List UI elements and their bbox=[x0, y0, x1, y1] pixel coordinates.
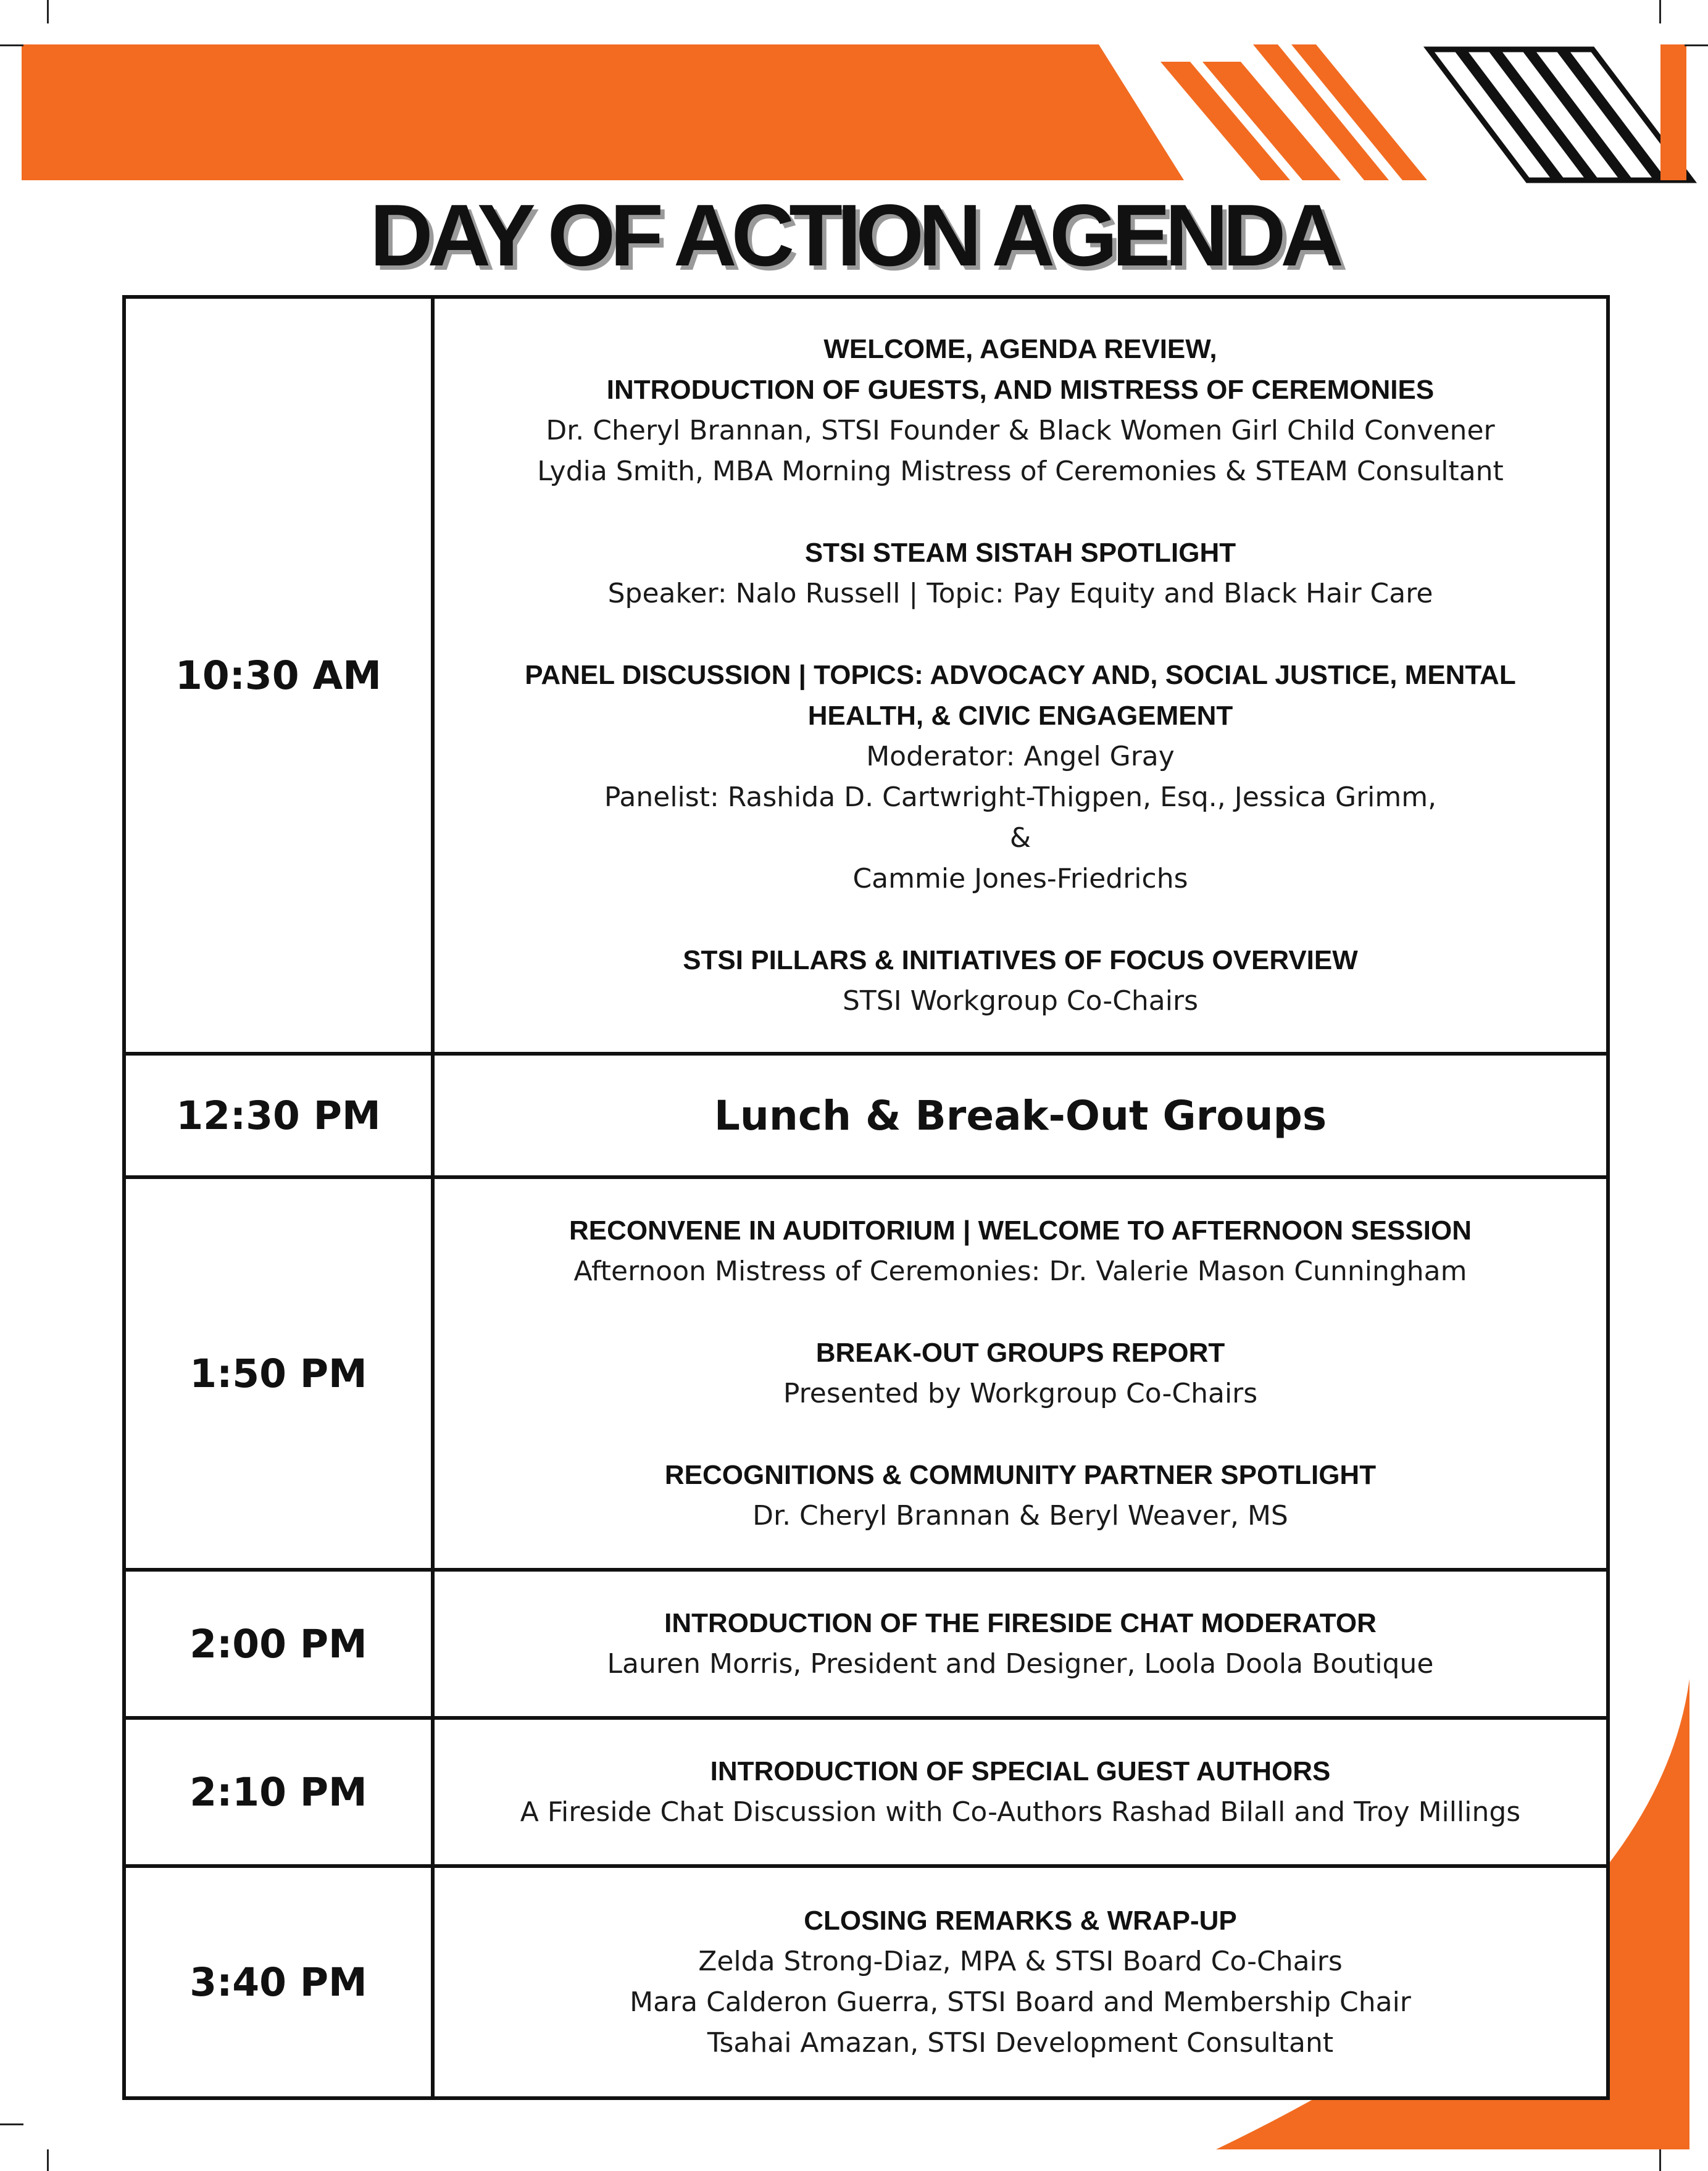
agenda-item-heading: PANEL DISCUSSION | TOPICS: ADVOCACY AND, SOCIAL JUSTICE, MENTAL bbox=[525, 660, 1516, 690]
content-cell bbox=[433, 1718, 1608, 1866]
agenda-item-detail: Dr. Cheryl Brannan, STSI Founder & Black Women Girl Child Convener bbox=[546, 415, 1495, 446]
agenda-item-heading: STSI PILLARS & INITIATIVES OF FOCUS OVERVIEW bbox=[683, 945, 1358, 975]
time-cell: 2:10 PM bbox=[124, 1718, 433, 1866]
agenda-row bbox=[124, 1054, 1608, 1177]
agenda-item-heading: HEALTH, & CIVIC ENGAGEMENT bbox=[807, 701, 1233, 731]
agenda-item-detail: & bbox=[1009, 822, 1031, 854]
agenda-item bbox=[435, 1333, 1606, 1414]
agenda-item-heading: INTRODUCTION OF GUESTS, AND MISTRESS OF CEREMONIES bbox=[606, 375, 1435, 405]
agenda-item-heading: BREAK-OUT GROUPS REPORT bbox=[815, 1338, 1225, 1368]
agenda-item-detail: A Fireside Chat Discussion with Co-Authors Rashad Bilall and Troy Millings bbox=[520, 1796, 1521, 1828]
agenda-item-detail: Moderator: Angel Gray bbox=[866, 741, 1175, 772]
agenda-item bbox=[435, 1603, 1606, 1685]
agenda-item-detail: Afternoon Mistress of Ceremonies: Dr. Valerie Mason Cunningham bbox=[573, 1256, 1467, 1287]
agenda-item bbox=[435, 1211, 1606, 1292]
agenda-item bbox=[435, 1901, 1606, 2064]
crop-mark bbox=[1659, 2149, 1661, 2171]
black-outline-stripes bbox=[1429, 49, 1691, 180]
agenda-row bbox=[124, 1866, 1608, 2098]
agenda-item-heading: INTRODUCTION OF THE FIRESIDE CHAT MODERATOR bbox=[664, 1608, 1377, 1638]
agenda-item-heading: RECOGNITIONS & COMMUNITY PARTNER SPOTLIGHT bbox=[664, 1460, 1377, 1490]
agenda-item bbox=[435, 655, 1606, 899]
agenda-item-detail: Dr. Cheryl Brannan & Beryl Weaver, MS bbox=[752, 1500, 1288, 1531]
crop-mark bbox=[1685, 44, 1708, 46]
content-cell bbox=[433, 1177, 1608, 1570]
agenda-item-detail: Tsahai Amazan, STSI Development Consultant bbox=[707, 2027, 1334, 2059]
agenda-item-detail: Presented by Workgroup Co-Chairs bbox=[783, 1378, 1258, 1409]
time-cell: 12:30 PM bbox=[124, 1054, 433, 1177]
content-cell bbox=[433, 1570, 1608, 1718]
agenda-item-detail: Panelist: Rashida D. Cartwright-Thigpen, Esq., Jessica Grimm, bbox=[604, 781, 1437, 813]
time-cell: 1:50 PM bbox=[124, 1177, 433, 1570]
crop-mark bbox=[47, 0, 49, 23]
agenda-row bbox=[124, 1177, 1608, 1570]
time-cell: 10:30 AM bbox=[124, 297, 433, 1054]
agenda-item bbox=[435, 1455, 1606, 1536]
orange-end-block bbox=[1660, 44, 1686, 180]
crop-mark bbox=[47, 2149, 49, 2171]
agenda-item-heading: WELCOME, AGENDA REVIEW, bbox=[823, 334, 1217, 364]
agenda-item bbox=[435, 533, 1606, 614]
content-cell bbox=[433, 1054, 1608, 1177]
crop-mark bbox=[1659, 0, 1661, 23]
agenda-item-detail: Lauren Morris, President and Designer, Loola Doola Boutique bbox=[607, 1648, 1434, 1680]
agenda-item-detail: Speaker: Nalo Russell | Topic: Pay Equity and Black Hair Care bbox=[607, 578, 1433, 609]
agenda-row bbox=[124, 1718, 1608, 1866]
lunch-heading: Lunch & Break-Out Groups bbox=[714, 1091, 1327, 1140]
agenda-item-detail: Zelda Strong-Diaz, MPA & STSI Board Co-Chairs bbox=[698, 1946, 1343, 1977]
agenda-item-detail: Lydia Smith, MBA Morning Mistress of Ceremonies & STEAM Consultant bbox=[537, 456, 1504, 487]
agenda-item-detail: Mara Calderon Guerra, STSI Board and Membership Chair bbox=[630, 1986, 1411, 2018]
content-cell bbox=[433, 1866, 1608, 2098]
agenda-item-detail: Cammie Jones-Friedrichs bbox=[852, 863, 1188, 894]
agenda-item-detail: STSI Workgroup Co-Chairs bbox=[842, 985, 1199, 1017]
content-cell bbox=[433, 297, 1608, 1054]
time-cell: 2:00 PM bbox=[124, 1570, 433, 1718]
crop-mark bbox=[0, 2123, 23, 2125]
agenda-item-heading: CLOSING REMARKS & WRAP-UP bbox=[804, 1906, 1237, 1936]
page-title: DAY OF ACTION AGENDA bbox=[370, 186, 1338, 285]
agenda-item-heading: STSI STEAM SISTAH SPOTLIGHT bbox=[804, 538, 1236, 568]
agenda-item bbox=[435, 329, 1606, 492]
time-cell: 3:40 PM bbox=[124, 1866, 433, 2098]
agenda-table bbox=[122, 295, 1610, 2100]
top-orange-banner bbox=[22, 44, 1184, 180]
crop-mark bbox=[0, 44, 23, 46]
agenda-row bbox=[124, 1570, 1608, 1718]
agenda-row bbox=[124, 297, 1608, 1054]
agenda-item bbox=[435, 940, 1606, 1022]
agenda-item-heading: INTRODUCTION OF SPECIAL GUEST AUTHORS bbox=[710, 1756, 1331, 1786]
agenda-item-heading: RECONVENE IN AUDITORIUM | WELCOME TO AFTERNOON SESSION bbox=[569, 1215, 1472, 1246]
agenda-item bbox=[435, 1751, 1606, 1833]
